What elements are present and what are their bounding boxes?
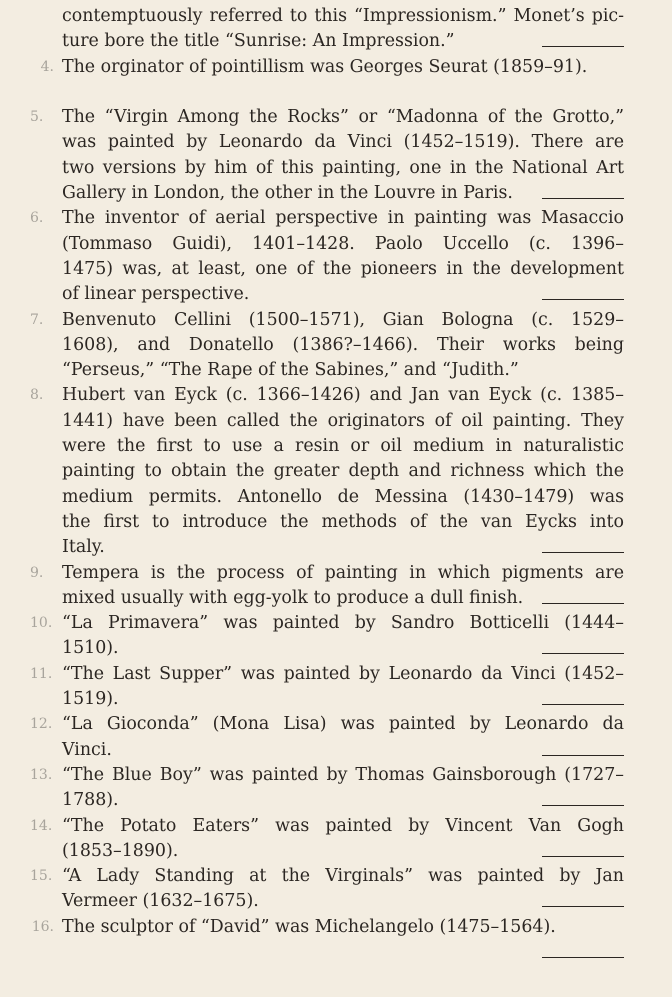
answer-blank [542, 603, 624, 604]
text-line: 1441) have been called the originators of oil painting. They [62, 410, 624, 431]
answer-blank [542, 46, 624, 47]
answer-item-15 [30, 864, 624, 915]
line-text: 1788). [62, 790, 119, 811]
text-line [30, 763, 624, 788]
item-number: 4. [40, 58, 54, 75]
answer-blank [542, 957, 624, 958]
answer-blank [542, 552, 624, 553]
line-text: “The Blue Boy” was painted by Thomas Gainsborough (1727– [62, 764, 624, 785]
line-text: “La Primavera” was painted by Sandro Botticelli (1444– [62, 613, 624, 634]
answer-blank [542, 653, 624, 654]
answer-item-10 [30, 611, 624, 662]
answer-item-7 [30, 308, 624, 384]
text-line [62, 839, 624, 864]
text-line [62, 788, 624, 813]
answer-blank [542, 299, 624, 300]
answer-item-9 [30, 561, 624, 612]
answer-blank [542, 805, 624, 806]
text-line [40, 55, 624, 80]
text-line [30, 864, 624, 889]
text-line [30, 308, 624, 333]
item-number: 6. [30, 210, 44, 227]
line-text: “La Gioconda” (Mona Lisa) was painted by Leonardo da [62, 714, 624, 735]
line-text: (1853–1890). [62, 840, 179, 861]
text-line: contemptuously referred to this “Impressionism.” Monet’s pic- [62, 6, 624, 26]
answer-item-14 [30, 814, 624, 865]
text-line [62, 636, 624, 661]
text-line: two versions by him of this painting, one in the National Art [62, 157, 624, 178]
text-line: medium permits. Antonello de Messina (1430–1479) was [62, 486, 624, 507]
text-line: the first to introduce the methods of the van Eycks into [62, 511, 624, 532]
item-number: 10. [30, 615, 53, 632]
item-number: 9. [30, 564, 44, 581]
text-line [30, 206, 624, 231]
line-text: Gallery in London, the other in the Louvre in Paris. [62, 183, 513, 204]
line-text: The sculptor of “David” was Michelangelo (1475–1564). [62, 916, 556, 937]
text-line [62, 687, 624, 712]
item-number: 11. [30, 665, 53, 682]
answer-item-16 [31, 915, 624, 966]
answer-item-13 [30, 763, 624, 814]
item-number: 12. [30, 716, 53, 733]
text-line [30, 814, 624, 839]
answer-item-11 [30, 662, 624, 713]
line-text: mixed usually with egg-yolk to produce a dull finish. [62, 587, 524, 608]
line-text: Hubert van Eyck (c. 1366–1426) and Jan van Eyck (c. 1385– [62, 385, 624, 406]
text-line: 1475) was, at least, one of the pioneers in the development [62, 258, 624, 279]
answer-item-5 [30, 105, 624, 206]
line-text: Tempera is the process of painting in which pigments are [62, 562, 624, 583]
line-text: ture bore the title “Sunrise: An Impression.” [62, 31, 455, 52]
item-number: 16. [31, 918, 54, 935]
item-number: 13. [30, 766, 53, 783]
line-text: Vermeer (1632–1675). [62, 891, 259, 912]
answer-item-6 [30, 206, 624, 307]
answer-blank [542, 856, 624, 857]
text-line [30, 105, 624, 130]
text-line [62, 80, 624, 105]
text-line [62, 738, 624, 763]
text-line [62, 358, 624, 383]
text-line [62, 889, 624, 914]
text-line: 1608), and Donatello (1386?–1466). Their works being [62, 334, 624, 355]
text-line [30, 662, 624, 687]
text-line [62, 586, 624, 611]
answer-blank [542, 704, 624, 705]
answer-blank [542, 755, 624, 756]
answer-item-8 [30, 383, 624, 560]
line-text: The orginator of pointillism was Georges Seurat (1859–91). [62, 56, 588, 77]
line-text: “The Potato Eaters” was painted by Vincent Van Gogh [62, 815, 624, 836]
text-line: were the first to use a resin or oil medium in naturalistic [62, 436, 624, 457]
answer-blank [542, 198, 624, 199]
line-text: “Perseus,” “The Rape of the Sabines,” and “Judith.” [62, 360, 519, 381]
line-text: The inventor of aerial perspective in painting was Masaccio [62, 208, 624, 229]
text-line [62, 181, 624, 206]
text-line: (Tommaso Guidi), 1401–1428. Paolo Uccello (c. 1396– [62, 233, 624, 254]
text-line [62, 535, 624, 560]
line-text: Benvenuto Cellini (1500–1571), Gian Bologna (c. 1529– [62, 309, 624, 330]
item-number: 8. [30, 387, 44, 404]
line-text: of linear perspective. [62, 284, 250, 305]
text-line [30, 712, 624, 737]
item-number: 7. [30, 311, 44, 328]
item-number: 14. [30, 817, 53, 834]
text-line [62, 940, 624, 965]
text-line [62, 282, 624, 307]
text-line: was painted by Leonardo da Vinci (1452–1519). There are [62, 132, 624, 153]
text-line [30, 383, 624, 408]
item-number: 15. [30, 868, 53, 885]
item-number: 5. [30, 109, 44, 126]
text-line [30, 561, 624, 586]
line-text: “A Lady Standing at the Virginals” was painted by Jan [62, 866, 624, 887]
text-line [62, 29, 624, 54]
line-text: The “Virgin Among the Rocks” or “Madonna of the Grotto,” [62, 107, 624, 128]
answer-item-4 [40, 55, 624, 106]
answer-blank [542, 906, 624, 907]
text-line [30, 611, 624, 636]
line-text: “The Last Supper” was painted by Leonardo da Vinci (1452– [62, 663, 624, 684]
line-text: Italy. [62, 537, 105, 558]
text-line: painting to obtain the greater depth and richness which the [62, 461, 624, 482]
line-text: 1519). [62, 689, 119, 710]
answer-item-12 [30, 712, 624, 763]
line-text: 1510). [62, 638, 119, 659]
text-line [31, 915, 624, 940]
answer-item-3-continued [62, 4, 624, 55]
line-text: Vinci. [62, 739, 112, 760]
